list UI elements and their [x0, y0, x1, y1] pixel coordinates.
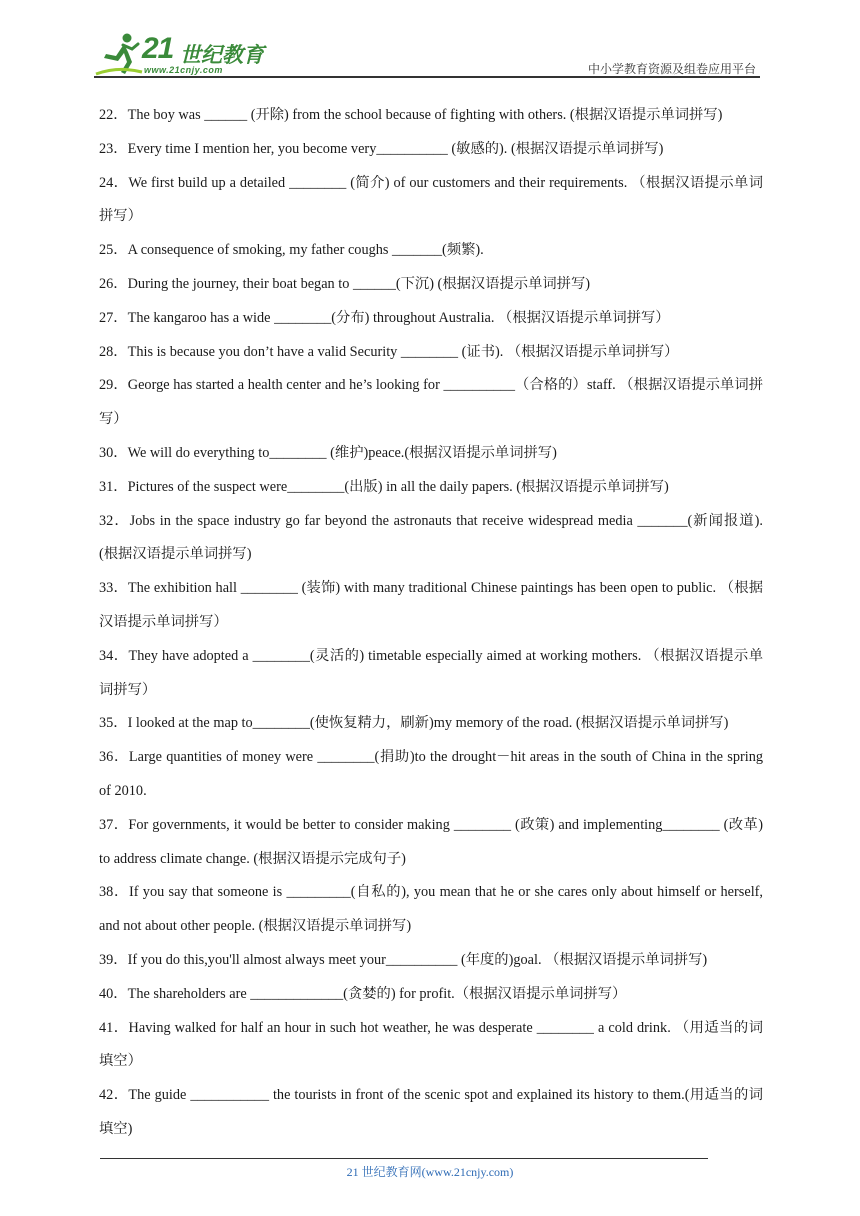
runner-icon — [94, 32, 144, 76]
question-item: 31．Pictures of the suspect were________(出版) in all the daily papers. (根据汉语提示单词拼写) — [99, 478, 669, 495]
page-header — [94, 30, 760, 78]
question-item: 29．George has started a health center and he’s looking for __________（合格的）staff. （根据汉语提示单词拼写） — [99, 377, 763, 428]
header-divider — [94, 76, 760, 78]
question-item: 30．We will do everything to________ (维护)peace.(根据汉语提示单词拼写) — [99, 444, 557, 461]
footer-divider — [100, 1158, 708, 1159]
question-item: 42．The guide ___________ the tourists in front of the scenic spot and explained its history to them.(用适当的词填空) — [99, 1087, 763, 1137]
question-item: 33．The exhibition hall ________ (装饰) with many traditional Chinese paintings has been open to public. （根据汉语提示单词拼写） — [99, 580, 763, 630]
question-item: 24．We first build up a detailed ________ (简介) of our customers and their requirements. （根据汉语提示单词拼写） — [99, 174, 763, 225]
question-item: 40．The shareholders are _____________(贪婪的) for profit.（根据汉语提示单词拼写） — [99, 985, 627, 1002]
question-list — [99, 99, 763, 1147]
question-item: 38．If you say that someone is _________(自私的), you mean that he or she cares only about himself or herself, and not about other people. (根据汉语提示单词拼写) — [99, 884, 763, 935]
question-item: 25．A consequence of smoking, my father coughs _______(频繁). — [99, 242, 484, 259]
question-item: 28．This is because you don’t have a valid Security ________ (证书). （根据汉语提示单词拼写） — [99, 343, 679, 360]
question-item: 22．The boy was ______ (开除) from the school because of fighting with others. (根据汉语提示单词拼写) — [99, 107, 723, 123]
question-item: 27．The kangaroo has a wide ________(分布) throughout Australia. （根据汉语提示单词拼写） — [99, 309, 670, 326]
question-item: 36．Large quantities of money were ________(捐助)to the drought－hit areas in the south of China in the spring of 2010. — [99, 749, 763, 799]
question-item: 39．If you do this,you'll almost always meet your__________ (年度的)goal. （根据汉语提示单词拼写) — [99, 951, 708, 968]
question-item: 23．Every time I mention her, you become very__________ (敏感的). (根据汉语提示单词拼写) — [99, 140, 664, 157]
question-item: 41．Having walked for half an hour in such hot weather, he was desperate ________ a cold drink. （用适当的词填空） — [99, 1019, 763, 1070]
question-item: 37．For governments, it would be better to consider making ________ (政策) and implementing________ (改革) to address climate change. (根据汉语提示完成句子) — [99, 816, 763, 867]
site-logo[interactable] — [94, 32, 264, 76]
logo-number: 21 — [142, 32, 174, 65]
question-item: 35．I looked at the map to________(使恢复精力，刷新)my memory of the road. (根据汉语提示单词拼写) — [99, 715, 729, 732]
question-item: 26．During the journey, their boat began to ______(下沉) (根据汉语提示单词拼写) — [99, 275, 591, 292]
footer-link[interactable]: 21 世纪教育网(www.21cnjy.com) — [346, 1165, 514, 1179]
question-item: 34．They have adopted a ________(灵活的) timetable especially aimed at working mothers. （根据汉语提示单词拼写） — [99, 647, 763, 698]
platform-label: 中小学教育资源及组卷应用平台 — [587, 62, 756, 76]
logo-text: 世纪教育 — [180, 43, 264, 67]
question-item: 32．Jobs in the space industry go far beyond the astronauts that receive widespread media _______(新闻报道). (根据汉语提示单词拼写) — [99, 512, 763, 563]
logo-url: www.21cnjy.com — [144, 65, 223, 75]
